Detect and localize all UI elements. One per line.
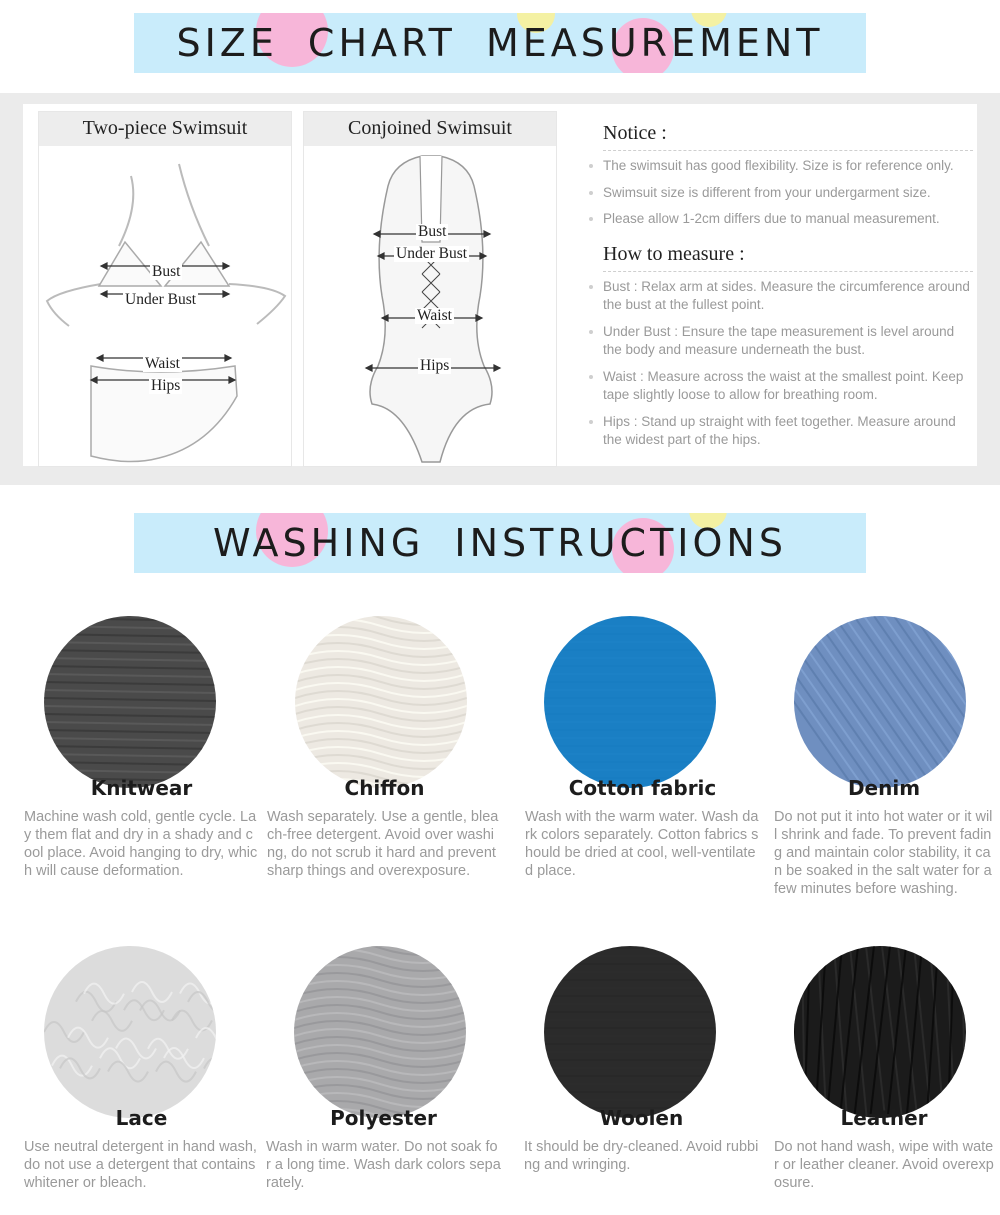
two-piece-bust-label: Bust <box>152 263 181 280</box>
size-chart-card <box>23 104 977 466</box>
one-piece-illustration <box>304 146 556 466</box>
size-notes <box>603 122 973 458</box>
fabric-name: Woolen <box>599 1106 684 1130</box>
notice-item: Please allow 1-2cm differs due to manual measurement. <box>603 210 973 229</box>
how-to-measure-heading: How to measure : <box>603 243 973 272</box>
conjoined-title: Conjoined Swimsuit <box>304 112 556 146</box>
washing-banner <box>134 513 866 573</box>
fabric-description: Do not hand wash, wipe with water or leather cleaner. Avoid overexposure. <box>774 1139 994 1191</box>
fabric-card-woolen <box>524 946 759 1206</box>
size-chart-section <box>0 93 1000 485</box>
how-to-measure-list <box>603 278 973 450</box>
conjoined-hips-label: Hips <box>420 357 450 374</box>
fabric-name: Knitwear <box>90 776 193 800</box>
fabric-description: Wash with the warm water. Wash dark colors separately. Cotton fabrics should be dried at cool, well-ventilated place. <box>525 809 759 879</box>
two-piece-diagram <box>38 111 292 467</box>
fabric-description: Use neutral detergent in hand wash, do not use a detergent that contains whitener or bleach. <box>24 1139 257 1191</box>
measure-item: Bust : Relax arm at sides. Measure the circumference around the bust at the fullest point. <box>603 278 973 315</box>
fabric-description: Do not put it into hot water or it will shrink and fade. To prevent fading and maintain color stability, it can be soaked in the salt water for a few minutes before washing. <box>774 809 993 897</box>
two-piece-under-bust-label: Under Bust <box>125 291 197 308</box>
fabric-description: Wash separately. Use a gentle, bleach-free detergent. Avoid over washing, do not scrub it hard and prevent sharp things and overexposure. <box>267 809 499 879</box>
fabric-card-chiffon <box>267 616 502 896</box>
polyester-swatch-icon <box>294 946 466 1118</box>
fabric-card-denim <box>774 616 994 916</box>
two-piece-hips-label: Hips <box>151 377 181 394</box>
fabric-name: Denim <box>847 776 921 800</box>
denim-swatch-icon <box>794 616 966 788</box>
fabric-name: Leather <box>840 1106 928 1130</box>
conjoined-waist-label: Waist <box>417 307 452 324</box>
two-piece-waist-label: Waist <box>145 355 180 372</box>
lace-swatch-icon <box>44 946 216 1118</box>
notice-item: Swimsuit size is different from your undergarment size. <box>603 184 973 203</box>
measure-item: Waist : Measure across the waist at the smallest point. Keep tape slightly loose to allow for breathing room. <box>603 368 973 405</box>
notice-item: The swimsuit has good flexibility. Size is for reference only. <box>603 157 973 176</box>
woolen-swatch-icon <box>544 946 716 1118</box>
notice-list <box>603 157 973 229</box>
fabric-card-cotton <box>525 616 760 896</box>
leather-swatch-icon <box>794 946 966 1118</box>
fabric-card-lace <box>24 946 259 1206</box>
size-chart-title: SIZE CHART MEASUREMENT <box>176 21 824 65</box>
washing-title: WASHING INSTRUCTIONS <box>213 521 787 565</box>
fabric-card-polyester <box>266 946 501 1206</box>
fabric-name: Polyester <box>330 1106 437 1130</box>
conjoined-under-bust-label: Under Bust <box>396 245 468 262</box>
fabric-description: It should be dry-cleaned. Avoid rubbing and wringing. <box>524 1139 759 1173</box>
fabric-name: Cotton fabric <box>568 776 717 800</box>
fabric-card-leather <box>774 946 994 1206</box>
conjoined-bust-label: Bust <box>418 223 447 240</box>
fabric-name: Chiffon <box>344 776 425 800</box>
fabric-description: Wash in warm water. Do not soak for a long time. Wash dark colors separately. <box>266 1139 501 1191</box>
fabric-card-knitwear <box>24 616 259 896</box>
measure-item: Hips : Stand up straight with feet together. Measure around the widest part of the hips. <box>603 413 973 450</box>
notice-heading: Notice : <box>603 122 973 151</box>
size-chart-banner <box>134 13 866 73</box>
two-piece-title: Two-piece Swimsuit <box>39 112 291 146</box>
fabric-name: Lace <box>115 1106 168 1130</box>
conjoined-diagram <box>303 111 557 467</box>
cotton-swatch-icon <box>544 616 716 788</box>
fabric-description: Machine wash cold, gentle cycle. Lay them flat and dry in a shady and cool place. Avoid hanging to dry, which will cause deformation. <box>24 809 258 879</box>
knitwear-swatch-icon <box>44 616 216 788</box>
measure-item: Under Bust : Ensure the tape measurement is level around the body and measure underneath the bust. <box>603 323 973 360</box>
chiffon-swatch-icon <box>295 616 467 788</box>
